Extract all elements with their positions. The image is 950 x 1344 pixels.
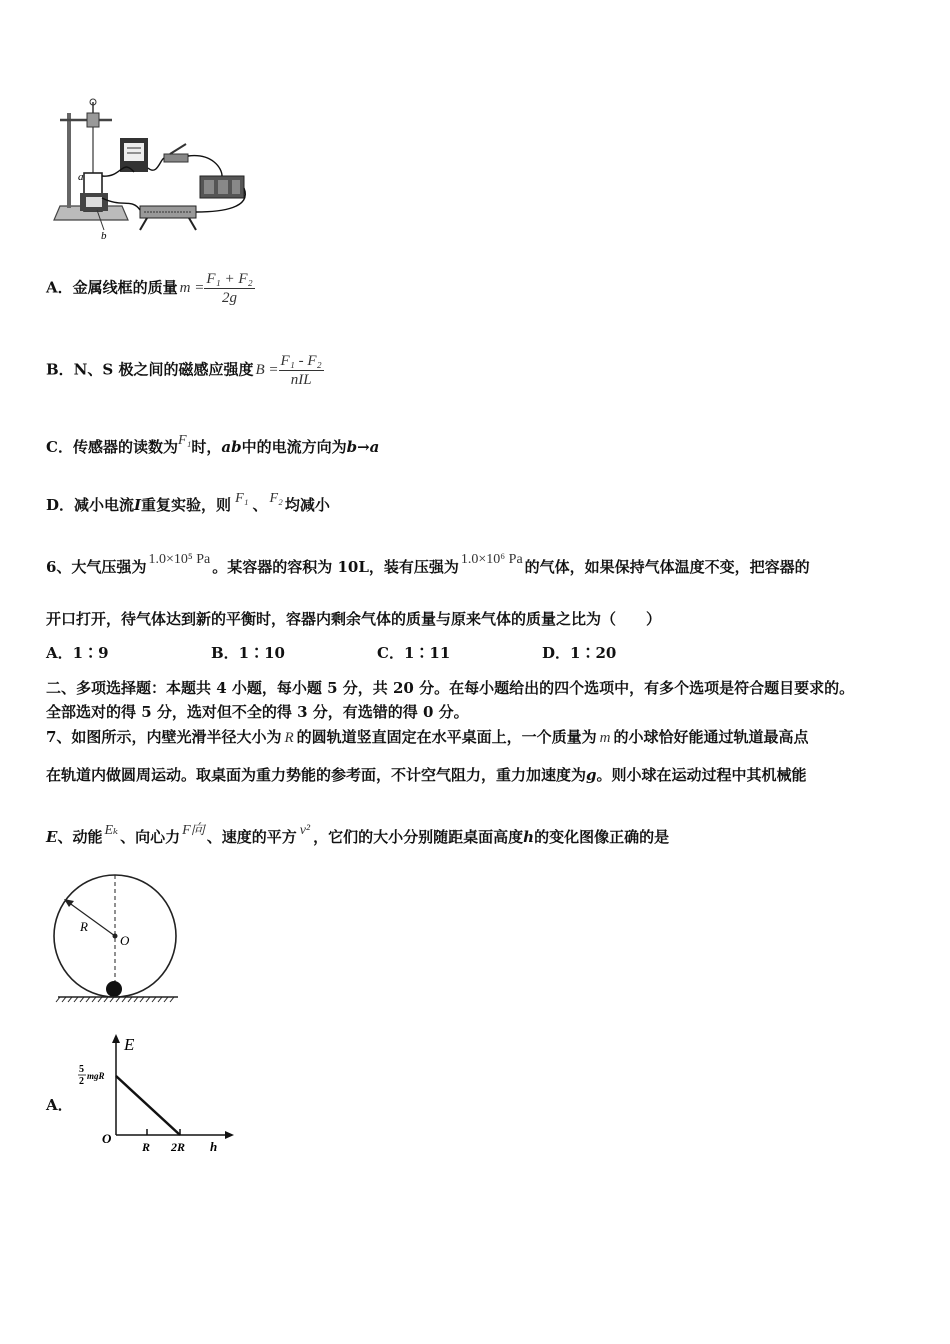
q5-option-d-sep: 、 — [252, 496, 268, 514]
graph-y-value-text: mgR — [87, 1071, 105, 1081]
q5-option-a-lhs: m = — [179, 280, 205, 296]
q5-option-d-text: D．减小电流 — [46, 496, 135, 514]
q7-stem-line3e: ，它们的大小分别随距桌面高度 — [313, 828, 524, 846]
q5-option-b-fraction — [279, 352, 324, 389]
q7-velocity-squared: v² — [299, 823, 311, 838]
q7-stem-line3c: 、向心力 — [120, 828, 181, 846]
q5-option-c-mid: 时， — [191, 438, 222, 456]
section2-heading-line1: 二、多项选择题：本题共 4 小题，每小题 5 分，共 20 分。在每小题给出的四个选项中，有多个选项是符合题目要求的。 — [46, 679, 855, 697]
q7-kinetic-symbol: Eₖ — [104, 823, 119, 838]
circular-track-figure — [52, 868, 182, 1008]
q7-stem-line2 — [46, 764, 807, 785]
label-b: b — [101, 230, 107, 242]
q7-stem-part1: 7、如图所示，内壁光滑半径大小为 — [46, 728, 282, 746]
q6-stem-line2: 开口打开，待气体达到新的平衡时，容器内剩余气体的质量与原来气体的质量之比为（ ） — [46, 610, 662, 628]
q5-option-c-text: C．传感器的读数为 — [46, 438, 178, 456]
q6-option-b: B．1∶10 — [211, 644, 285, 662]
q6-pressure-1: 1.0×10⁵ Pa — [148, 552, 211, 567]
graph-y-axis-label: E — [124, 1035, 135, 1054]
q7-energy-symbol: E — [46, 828, 58, 846]
graph-tick-2r: 2R — [171, 1140, 186, 1154]
q7-stem-part2: 的圆轨道竖直固定在水平桌面上，一个质量为 — [296, 728, 597, 746]
q5-option-d-f2: F₂ — [269, 491, 283, 506]
graph-origin-label: O — [102, 1131, 112, 1146]
q6-option-a: A．1∶9 — [46, 644, 109, 662]
q5-option-a-text: A．金属线框的质量 — [46, 278, 178, 297]
label-a: a — [78, 171, 84, 183]
q6-stem-part3: 的气体，如果保持气体温度不变，把容器的 — [524, 558, 810, 576]
q5-option-b-lhs: B = — [255, 362, 279, 378]
q5-option-c-f1: F₁ — [177, 433, 192, 448]
q6-stem-part1: 6、大气压强为 — [46, 558, 147, 576]
q5-option-a-fraction — [204, 270, 254, 307]
q5-option-c — [46, 433, 380, 457]
circle-center-label: O — [120, 933, 130, 948]
graph-y-value-denominator: 2 — [79, 1076, 84, 1087]
q6-stem-part2: 。某容器的容积为 10L，装有压强为 — [212, 558, 459, 576]
q5-option-c-direction: b→a — [346, 438, 380, 456]
q5-option-c-ab: ab — [221, 438, 242, 456]
q5-option-d-current: I — [134, 496, 142, 514]
q5-option-a-denominator: 2g — [222, 290, 238, 306]
q7-stem-line2a: 在轨道内做圆周运动。取桌面为重力势能的参考面，不计空气阻力，重力加速度为 — [46, 766, 587, 784]
q6-pressure-2: 1.0×10⁶ Pa — [460, 552, 523, 567]
q7-stem-line2b: 。则小球在运动过程中其机械能 — [596, 766, 807, 784]
q5-option-d-mid: 重复实验，则 — [141, 496, 232, 514]
graph-x-axis-label: h — [210, 1139, 218, 1154]
q7-mass-symbol: m — [599, 730, 611, 746]
q5-option-d — [46, 491, 330, 515]
q5-option-b-numerator: F₁ - F₂ — [280, 353, 322, 369]
q7-radius-symbol: R — [284, 730, 294, 746]
q5-option-b-text: B．N、S 极之间的磁感应强度 — [46, 360, 254, 379]
q5-option-c-post: 中的电流方向为 — [241, 438, 347, 456]
q6-stem-line1 — [46, 552, 810, 577]
q6-option-d: D．1∶20 — [542, 644, 617, 662]
q7-stem-line3b: 、动能 — [57, 828, 103, 846]
q5-option-d-f1: F₁ — [235, 491, 249, 506]
q7-gravity-symbol: g — [586, 766, 597, 784]
q7-option-a-graph — [70, 1030, 240, 1155]
q5-option-b-denominator: nIL — [290, 372, 312, 388]
q5-option-a — [46, 270, 255, 307]
q7-stem-line3f: 的变化图像正确的是 — [534, 828, 670, 846]
q7-height-symbol: h — [523, 828, 535, 846]
apparatus-figure — [52, 98, 252, 243]
circle-radius-label: R — [80, 919, 88, 934]
q5-option-b — [46, 352, 324, 389]
q7-stem-line1 — [46, 726, 809, 747]
q6-option-c: C．1∶11 — [377, 644, 451, 662]
graph-y-value-numerator: 5 — [79, 1064, 84, 1075]
q7-stem-line3d: 、速度的平方 — [206, 828, 297, 846]
q7-stem-line3 — [46, 823, 670, 847]
graph-tick-r: R — [142, 1140, 151, 1154]
q5-option-a-numerator: F₁ + F₂ — [206, 271, 253, 287]
section2-heading-line2: 全部选对的得 5 分，选对但不全的得 3 分，有选错的得 0 分。 — [46, 703, 469, 721]
q5-option-d-post: 均减小 — [284, 496, 330, 514]
q7-stem-part3: 的小球恰好能通过轨道最高点 — [613, 728, 809, 746]
q7-centripetal-symbol: F向 — [182, 823, 205, 838]
q7-option-a-label: A． — [46, 1096, 73, 1114]
